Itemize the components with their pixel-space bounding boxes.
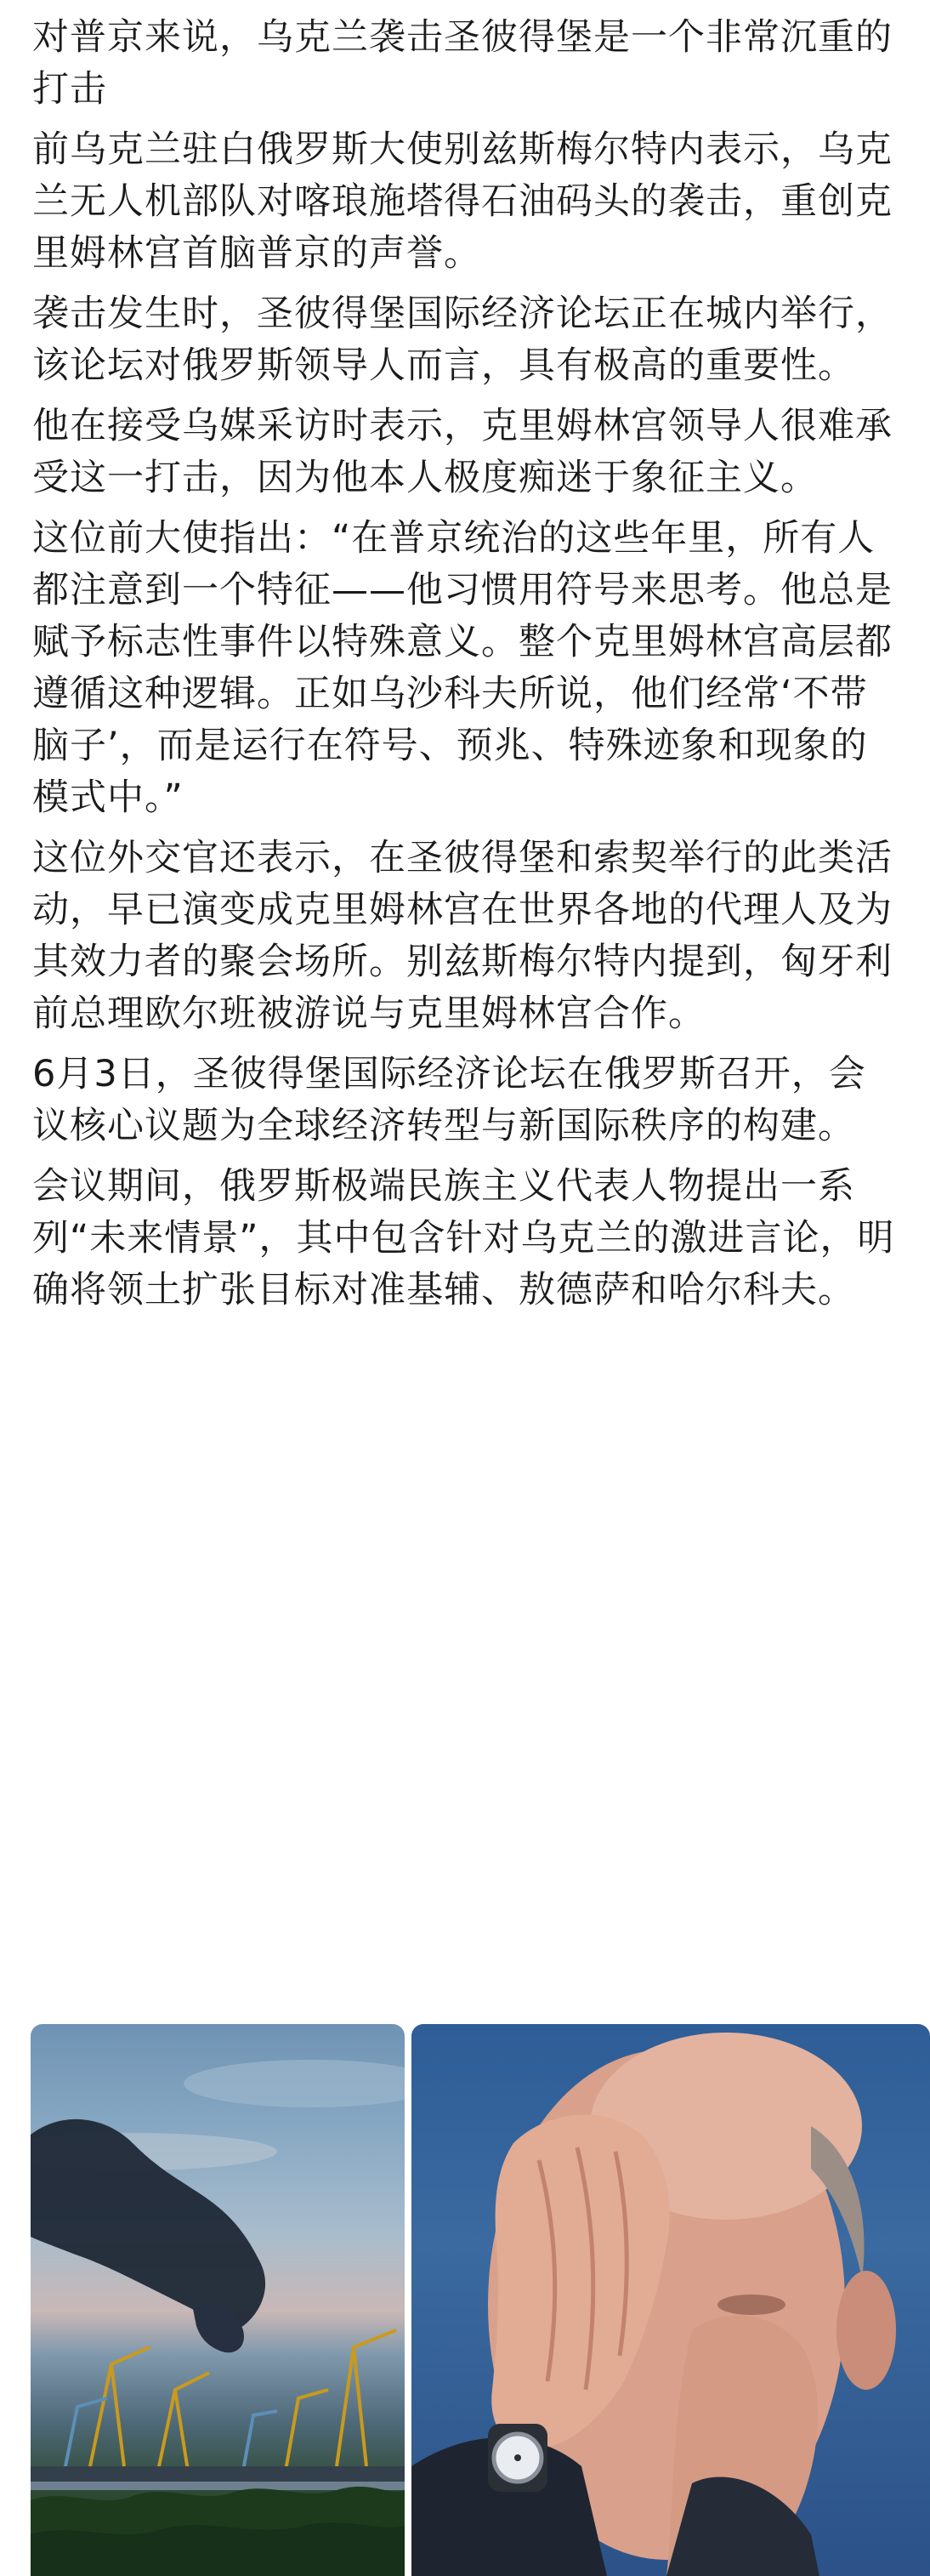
article-paragraph: 这位外交官还表示，在圣彼得堡和索契举行的此类活动，早已演变成克里姆林宫在世界各地的代理人及为其效力者的聚会场所。别兹斯梅尔特内提到，匈牙利前总理欧尔班被游说与克里姆林宫合作。 bbox=[32, 837, 893, 1035]
article-paragraph: 会议期间，俄罗斯极端民族主义代表人物提出一系列“未来情景”，其中包含针对乌克兰的激进言论，明确将领土扩张目标对准基辅、敖德萨和哈尔科夫。 bbox=[32, 1165, 895, 1311]
article-paragraph: 这位前大使指出：“在普京统治的这些年里，所有人都注意到一个特征——他习惯用符号来思考。他总是赋予标志性事件以特殊意义。整个克里姆林宫高层都遵循这种逻辑。正如乌沙科夫所说，他们经常‘不带脑子’，而是运行在符号、预兆、特殊迹象和现象的模式中。” bbox=[32, 517, 893, 819]
smoke-over-port-photo[interactable] bbox=[31, 2024, 405, 2576]
article-paragraph: 前乌克兰驻白俄罗斯大使别兹斯梅尔特内表示，乌克兰无人机部队对喀琅施塔得石油码头的袭击，重创克里姆林宫首脑普京的声誉。 bbox=[32, 128, 893, 275]
photo-gallery bbox=[31, 2024, 930, 2576]
article-paragraph: 6月3日，圣彼得堡国际经济论坛在俄罗斯召开，会议核心议题为全球经济转型与新国际秩序的构建。 bbox=[32, 1053, 866, 1147]
article-paragraph: 袭击发生时，圣彼得堡国际经济论坛正在城内举行，该论坛对俄罗斯领导人而言，具有极高的重要性。 bbox=[32, 293, 893, 387]
article-paragraph: 他在接受乌媒采访时表示，克里姆林宫领导人很难承受这一打击，因为他本人极度痴迷于象征主义。 bbox=[32, 405, 893, 499]
article-paragraph: 对普京来说，乌克兰袭击圣彼得堡是一个非常沉重的打击 bbox=[32, 16, 893, 111]
article-body bbox=[32, 0, 899, 1325]
man-covering-face-photo[interactable] bbox=[411, 2024, 930, 2576]
